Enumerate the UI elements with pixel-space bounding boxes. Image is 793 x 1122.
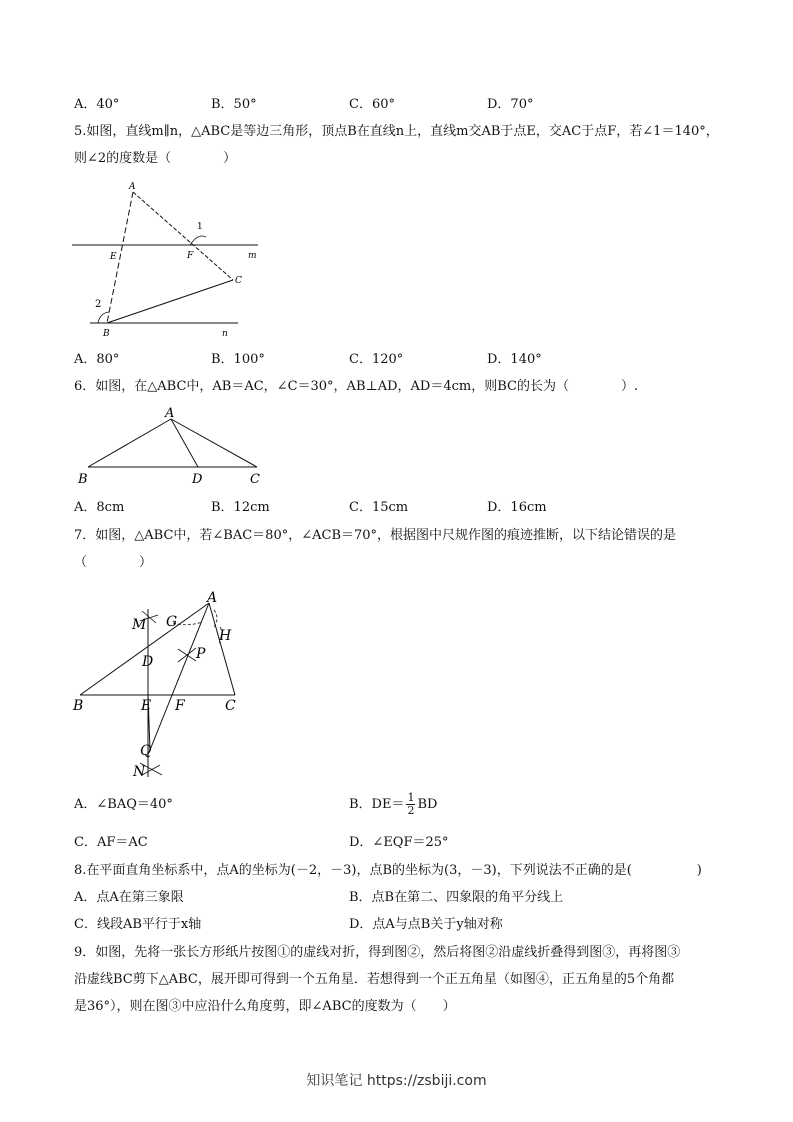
q6-label-b: B	[78, 472, 88, 487]
q8-option-a: A．点A在第三象限	[74, 890, 184, 905]
q4-option-c: C．60°	[349, 97, 395, 112]
q5-label-1: 1	[197, 222, 203, 232]
q6-option-c: C．15cm	[349, 500, 409, 515]
q5-option-b: B．100°	[211, 352, 265, 367]
q6-option-d: D．16cm	[487, 500, 547, 515]
q7-option-b-denominator: 2	[407, 804, 415, 817]
q7-option-d: D．∠EQF＝25°	[349, 835, 449, 850]
q7-label-g: G	[166, 614, 178, 630]
q7-label-p: P	[196, 646, 206, 662]
q4-option-a: A．40°	[74, 97, 120, 112]
q8-stem: 8.在平面直角坐标系中，点A的坐标为(－2，－3)，点B的坐标为(3，－3)，下列说法不正确的是( )	[74, 863, 702, 878]
q7-label-d: D	[142, 654, 154, 670]
q5-label-2: 2	[95, 299, 102, 310]
q9-stem-line1: 9．如图，先将一张长方形纸片按图①的虚线对折，得到图②，然后将图②沿虚线折叠得到图③，再将图③	[74, 945, 681, 960]
q5-label-b: B	[103, 329, 110, 339]
q5-label-e: E	[110, 252, 117, 262]
q6-label-a: A	[165, 406, 175, 421]
q7-label-e: E	[141, 698, 152, 714]
q5-figure	[60, 175, 270, 345]
q7-label-m: M	[132, 617, 147, 633]
q7-label-a: A	[207, 590, 218, 606]
q7-option-b	[349, 791, 437, 819]
q5-stem-line2: 则∠2的度数是（ ）	[74, 151, 237, 166]
q6-label-d: D	[192, 472, 203, 487]
q5-label-n: n	[222, 329, 228, 339]
q7-label-h: H	[219, 628, 232, 644]
q6-stem: 6．如图，在△ABC中，AB＝AC，∠C＝30°，AB⊥AD，AD＝4cm，则BC的长为（ ）.	[74, 379, 639, 394]
q6-label-c: C	[250, 472, 260, 487]
q5-option-a: A．80°	[74, 352, 120, 367]
q7-stem-line2: （ ）	[74, 555, 153, 570]
q7-label-n: N	[133, 764, 146, 780]
q7-option-a: A．∠BAQ＝40°	[74, 797, 173, 812]
q9-stem-line3: 是36°），则在图③中应沿什么角度剪，即∠ABC的度数为（ ）	[74, 999, 456, 1014]
q7-label-b: B	[73, 698, 84, 714]
q7-option-c: C．AF＝AC	[74, 835, 148, 850]
q7-stem-line1: 7．如图，△ABC中，若∠BAC＝80°，∠ACB＝70°，根据图中尺规作图的痕迹推断，以下结论错误的是	[74, 528, 677, 543]
q7-option-b-numerator: 1	[407, 791, 415, 804]
q6-option-a: A．8cm	[74, 500, 125, 515]
q7-label-f: F	[175, 698, 185, 714]
q5-option-d: D．140°	[487, 352, 542, 367]
q8-option-d: D．点A与点B关于y轴对称	[349, 917, 503, 932]
q4-option-b: B．50°	[211, 97, 257, 112]
q5-label-c: C	[235, 276, 242, 286]
q7-label-c: C	[225, 698, 236, 714]
q7-figure	[70, 585, 260, 785]
q6-figure	[70, 404, 280, 492]
q8-option-b: B．点B在第二、四象限的角平分线上	[349, 890, 564, 905]
q9-stem-line2: 沿虚线BC剪下△ABC，展开即可得到一个五角星．若想得到一个正五角星（如图④，正五角星的5个角都	[74, 972, 675, 987]
q6-option-b: B．12cm	[211, 500, 270, 515]
q5-label-a: A	[129, 182, 136, 192]
q7-option-b-suffix: BD	[417, 797, 438, 812]
q5-stem-line1: 5.如图，直线m∥n，△ABC是等边三角形，顶点B在直线n上，直线m交AB于点E，交AC于点F，若∠1＝140°，	[74, 124, 719, 139]
footer-watermark: 知识笔记 https://zsbiji.com	[306, 1073, 487, 1089]
q7-label-q: Q	[140, 743, 152, 759]
q5-option-c: C．120°	[349, 352, 404, 367]
q5-label-f: F	[187, 251, 194, 261]
q5-label-m: m	[248, 251, 257, 261]
q7-option-b-prefix: B．DE＝	[349, 797, 405, 812]
q8-option-c: C．线段AB平行于x轴	[74, 917, 202, 932]
q7-option-b-fraction	[406, 792, 415, 817]
q4-option-d: D．70°	[487, 97, 534, 112]
